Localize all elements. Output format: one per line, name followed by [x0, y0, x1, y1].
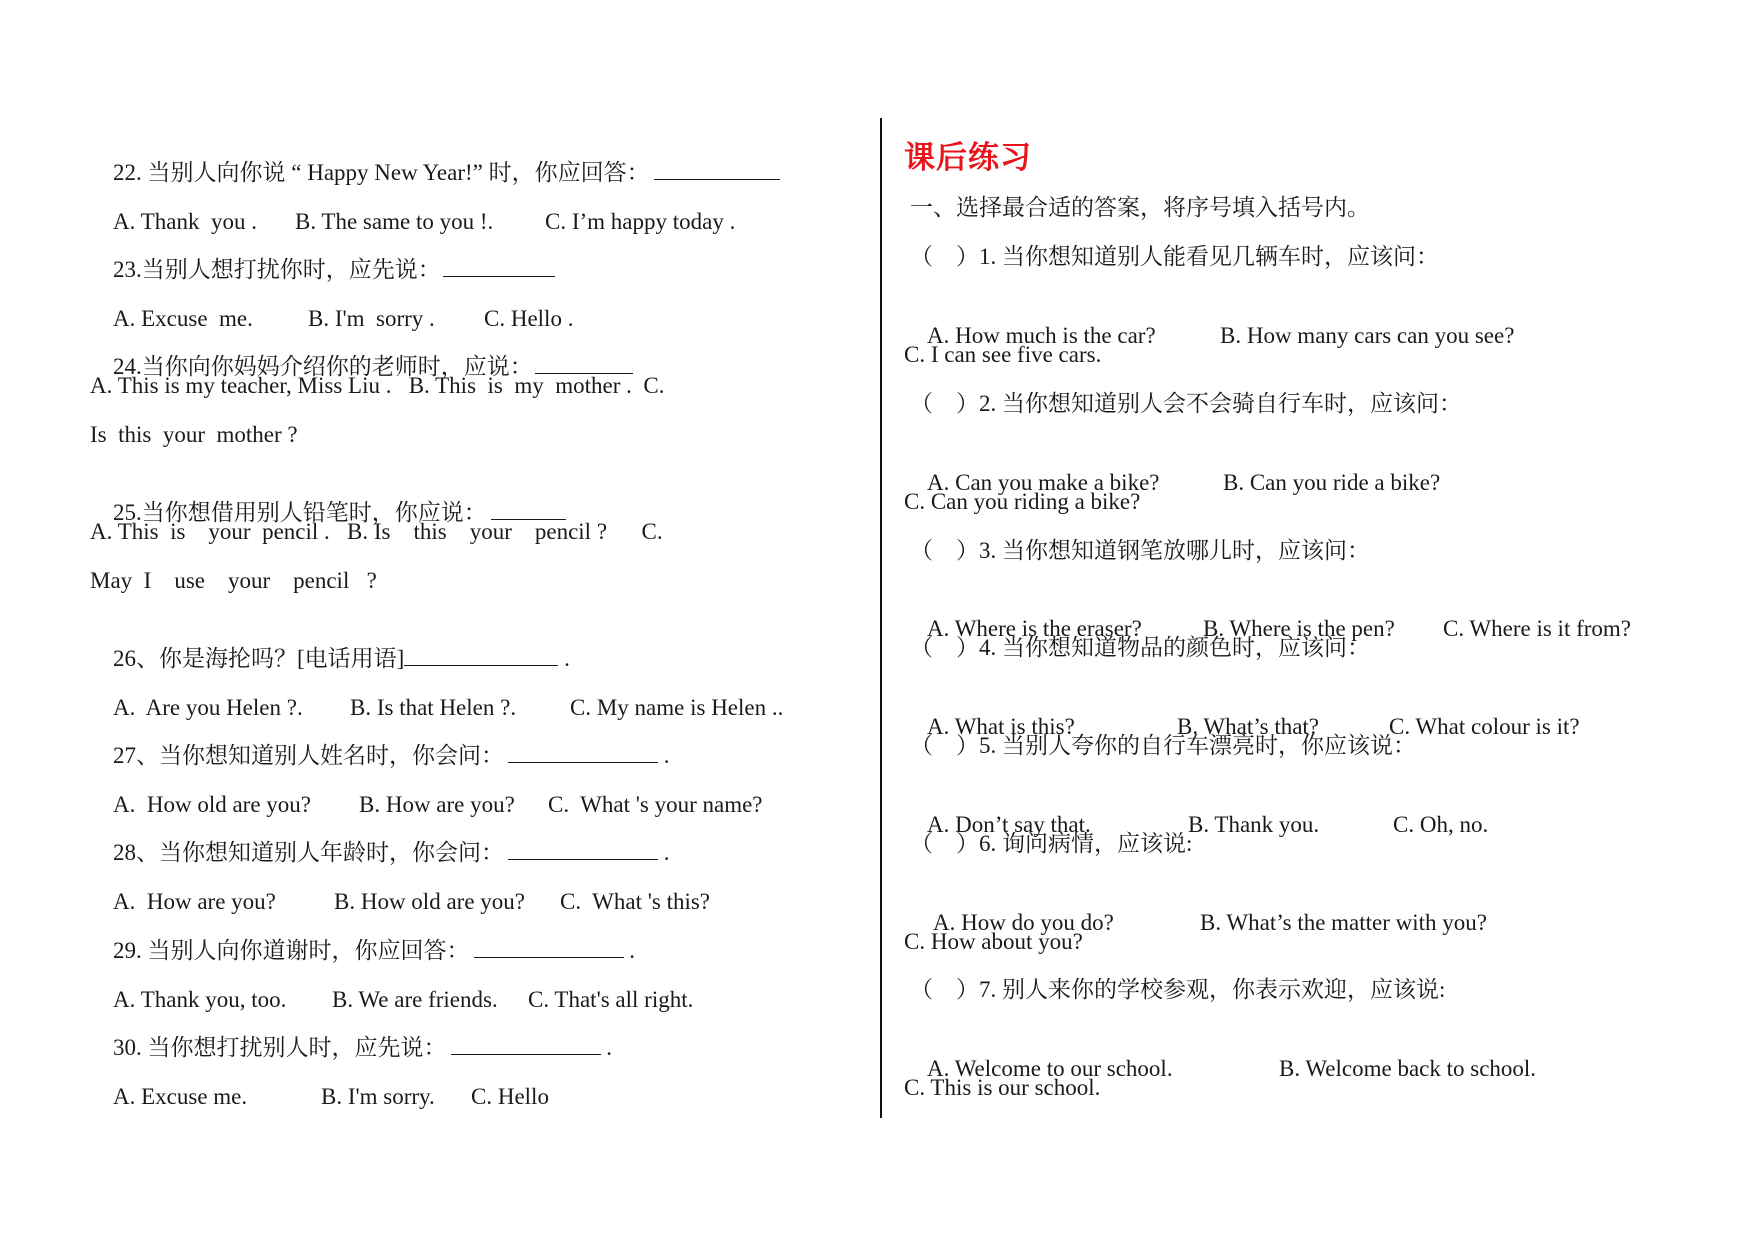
exercise-7-stem: （ ）7. 别人来你的学校参观，你表示欢迎，应该说:: [910, 977, 1446, 1002]
option-c[interactable]: C. Where is it from?: [1443, 616, 1631, 641]
question-stem-text: 28、当你想知道别人年龄时，你会问：: [113, 840, 504, 865]
option-c[interactable]: C. Hello .: [484, 306, 574, 331]
question-30-options: [90, 1052, 549, 1142]
exercise-2-stem: （ ）2. 当你想知道别人会不会骑自行车时，应该问：: [910, 391, 1462, 416]
option-b[interactable]: B. What’s that?: [1177, 714, 1320, 739]
option-c[interactable]: C. Hello: [471, 1084, 549, 1109]
section-title: 课后练习: [904, 140, 1032, 176]
option-a[interactable]: A. Thank you .: [113, 209, 257, 234]
question-stem-text: 30. 当你想打扰别人时，应先说：: [113, 1035, 447, 1060]
option-b[interactable]: B. We are friends.: [332, 987, 498, 1012]
option-b[interactable]: B. What’s the matter with you?: [1200, 910, 1488, 935]
option-a[interactable]: A. Don’t say that.: [927, 812, 1091, 837]
question-stem-text: 25.当你想借用别人铅笔时，你应说：: [113, 500, 487, 525]
exercise-3-stem: （ ）3. 当你想知道钢笔放哪儿时，应该问：: [910, 538, 1370, 563]
option-a[interactable]: A. How old are you?: [113, 792, 312, 817]
option-a[interactable]: A. Excuse me.: [113, 306, 253, 331]
question-stem-text: 29. 当别人向你道谢时，你应回答：: [113, 938, 470, 963]
question-25-options-line2[interactable]: May I use your pencil ?: [90, 568, 377, 593]
option-b[interactable]: B. The same to you !.: [295, 209, 494, 234]
stem-end-dot: .: [629, 938, 635, 963]
option-c[interactable]: C. What colour is it?: [1389, 714, 1580, 739]
stem-end-dot: .: [606, 1035, 612, 1060]
question-24-options-line2[interactable]: Is this your mother ?: [90, 422, 298, 447]
option-c[interactable]: C. That's all right.: [528, 987, 694, 1012]
exercise-1-stem: （ ）1. 当你想知道别人能看见几辆车时，应该问：: [910, 244, 1439, 269]
exercise-4-stem: （ ）4. 当你想知道物品的颜色时，应该问：: [910, 635, 1370, 660]
stem-end-dot: .: [564, 646, 570, 671]
option-b[interactable]: B. How old are you?: [334, 889, 525, 914]
exercise-7-option-c[interactable]: C. This is our school.: [904, 1075, 1101, 1100]
option-b[interactable]: B. Thank you.: [1188, 812, 1320, 837]
option-a[interactable]: A. Welcome to our school.: [927, 1056, 1173, 1081]
option-a[interactable]: A. Thank you, too.: [113, 987, 287, 1012]
option-b[interactable]: B. Welcome back to school.: [1279, 1056, 1537, 1081]
option-b[interactable]: B. Can you ride a bike?: [1223, 470, 1441, 495]
exercise-6-stem: （ ）6. 询问病情，应该说:: [910, 831, 1193, 856]
column-divider: [880, 118, 882, 1118]
option-a[interactable]: A. How are you?: [113, 889, 276, 914]
option-b[interactable]: B. Is that Helen ?.: [350, 695, 517, 720]
exercise-2-option-c[interactable]: C. Can you riding a bike?: [904, 489, 1141, 514]
option-a[interactable]: A. Where is the eraser?: [927, 616, 1142, 641]
section-instruction: 一、选择最合适的答案，将序号填入括号内。: [910, 195, 1370, 220]
option-a[interactable]: A. How much is the car?: [927, 323, 1156, 348]
option-c[interactable]: C. Oh, no.: [1393, 812, 1489, 837]
option-a[interactable]: A. Excuse me.: [113, 1084, 248, 1109]
option-c[interactable]: C. What 's this?: [560, 889, 711, 914]
exercise-6-option-c[interactable]: C. How about you?: [904, 929, 1083, 954]
question-25-options-line1[interactable]: A. This is your pencil . B. Is this your pencil ? C.: [90, 519, 663, 544]
question-stem-text: 27、当你想知道别人姓名时，你会问：: [113, 743, 504, 768]
option-a[interactable]: A. Are you Helen ?.: [113, 695, 303, 720]
option-b[interactable]: B. I'm sorry .: [308, 306, 435, 331]
stem-end-dot: .: [663, 840, 670, 865]
question-stem-text: 23.当别人想打扰你时，应先说：: [113, 257, 441, 282]
exercise-5-stem: （ ）5. 当别人夸你的自行车漂亮时，你应该说：: [910, 733, 1416, 758]
option-b[interactable]: B. How are you?: [359, 792, 515, 817]
option-c[interactable]: C. I’m happy today .: [545, 209, 736, 234]
exercise-1-option-c[interactable]: C. I can see five cars.: [904, 342, 1102, 367]
option-b[interactable]: B. Where is the pen?: [1203, 616, 1395, 641]
stem-end-dot: .: [663, 743, 670, 768]
question-stem-text: 26、你是海抡吗？[电话用语]: [113, 646, 405, 671]
option-b[interactable]: B. I'm sorry.: [321, 1084, 435, 1109]
question-stem-text: 22. 当别人向你说 “ Happy New Year!” 时，你应回答：: [113, 160, 650, 185]
option-a[interactable]: A. Can you make a bike?: [927, 470, 1160, 495]
question-stem-text: 24.当你向你妈妈介绍你的老师时，应说：: [113, 354, 533, 379]
option-c[interactable]: C. My name is Helen ..: [570, 695, 784, 720]
option-a[interactable]: A. What is this?: [927, 714, 1075, 739]
option-a[interactable]: A. How do you do?: [933, 910, 1114, 935]
option-c[interactable]: C. What 's your name?: [548, 792, 763, 817]
option-b[interactable]: B. How many cars can you see?: [1220, 323, 1515, 348]
question-24-options-line1[interactable]: A. This is my teacher, Miss Liu . B. This is my mother . C.: [90, 373, 665, 398]
